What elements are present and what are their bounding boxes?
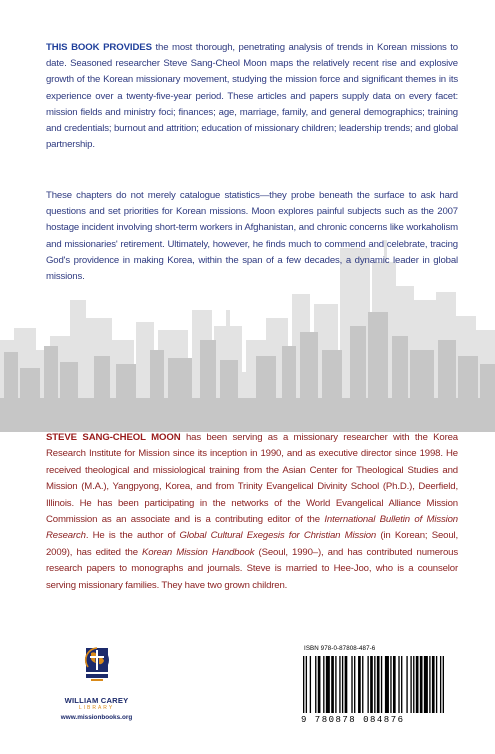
barcode-bar (318, 656, 321, 713)
publisher-subname: LIBRARY (78, 705, 115, 711)
barcode-bar (443, 656, 444, 713)
author-bio (46, 430, 458, 594)
publisher-logo (46, 641, 147, 727)
barcode-bar (410, 656, 411, 713)
isbn-barcode (297, 642, 450, 728)
bio-journal-title: International Bulletin of Mission Research (46, 514, 458, 542)
barcode-bar (358, 656, 361, 713)
barcode-bar (393, 656, 396, 713)
barcode-bar (440, 656, 441, 713)
author-name: STEVE SANG-CHEOL MOON (46, 432, 181, 443)
isbn-number: ISBN 978-0-87808-487-6 (304, 645, 376, 652)
description-lead: THIS BOOK PROVIDES (46, 42, 152, 53)
barcode-bar (416, 656, 419, 713)
barcode-bar (406, 656, 407, 713)
barcode-bar (335, 656, 336, 713)
barcode-bar (436, 656, 437, 713)
ean-digits: 9 780878 084876 (301, 715, 405, 725)
barcode-bar (381, 656, 382, 713)
barcode-bar (374, 656, 375, 713)
bio-book-title-1: Global Cultural Exegesis for Christian Mission (179, 530, 377, 542)
barcode-bar (424, 656, 428, 713)
bio-text-4: (Seoul, 1990–), and has contributed numerous research papers to monographs and journals. Steve is married to Hee-Joo, who is a counselor serving missionary families. They have two grown children. (46, 546, 458, 591)
bio-text-1: has been serving as a missionary researcher with the Korea Research Institute for Mission since its inception in 1990, and as executive director since 1998. He received theological and missiological training from the Asian Center for Theological Studies and Mission (M.A.), Yangpyong, Korea, and from Trinity Evangelical Divinity School (Ph.D.), Deerfield, Illinois. He has been participating in the networks of the World Evangelical Alliance Mission Commission as an associate and is a contributing editor of the (46, 432, 458, 526)
barcode-bar (367, 656, 368, 713)
bio-text-2: . He is the author of (85, 530, 180, 542)
barcode-bar (377, 656, 380, 713)
description-paragraph-1 (46, 40, 458, 153)
barcode-bar (351, 656, 352, 713)
barcode-bar (303, 656, 304, 713)
barcode-bar (413, 656, 414, 713)
barcode-bar (362, 656, 363, 713)
publisher-website: www.missionbooks.org (60, 714, 133, 721)
barcode-bar (310, 656, 311, 713)
barcode-bar (420, 656, 423, 713)
barcode-bar (390, 656, 391, 713)
barcode-bar (432, 656, 435, 713)
barcode-bar (315, 656, 316, 713)
bio-book-title-2: Korean Mission Handbook (142, 546, 255, 558)
description-text-2: These chapters do not merely catalogue statistics—they probe beneath the surface to ask hard questions and set priorities for Korean missions. Moon explores painful subjects such as the 2007 hostage incident involving short-term workers in Afghanistan, and chronic concerns like workaholism and missionaries' retirement. Ultimately, however, he finds much to commend and celebrate, tracing God's providence in making Korea, within the span of a few decades, a dynamic leader in global missions. (46, 190, 458, 283)
description-text-1: the most thorough, penetrating analysis of trends in Korean missions to date. Seasoned researcher Steve Sang-Cheol Moon maps the relatively recent rise and explosive growth of the Korean missionary movement, studying the mission force and significant themes in its experience over a twenty-five-year period. These articles and papers supply data on every facet: mission fields and ministry foci; finances; age, marriage, family, and general demographics; training and credentials; burnout and attrition; education of missionary children; leadership trends; and global partnership. (46, 42, 458, 151)
barcode-bar (342, 656, 343, 713)
barcode-bar (398, 656, 399, 713)
barcode-bar (401, 656, 402, 713)
barcode-bar (339, 656, 340, 713)
barcode-bar (354, 656, 355, 713)
barcode-bar (326, 656, 330, 713)
barcode-bar (370, 656, 373, 713)
barcode-bar (345, 656, 348, 713)
description-paragraph-2 (46, 188, 458, 285)
barcode-bar (323, 656, 324, 713)
barcode-bars (303, 656, 444, 713)
bio-text-3: (in Korean; Seoul, 2009), has edited the (46, 530, 458, 558)
barcode-bar (385, 656, 389, 713)
barcode-bar (306, 656, 307, 713)
barcode-bar (429, 656, 430, 713)
publisher-name: WILLIAM CAREY (64, 696, 129, 705)
barcode-bar (331, 656, 334, 713)
